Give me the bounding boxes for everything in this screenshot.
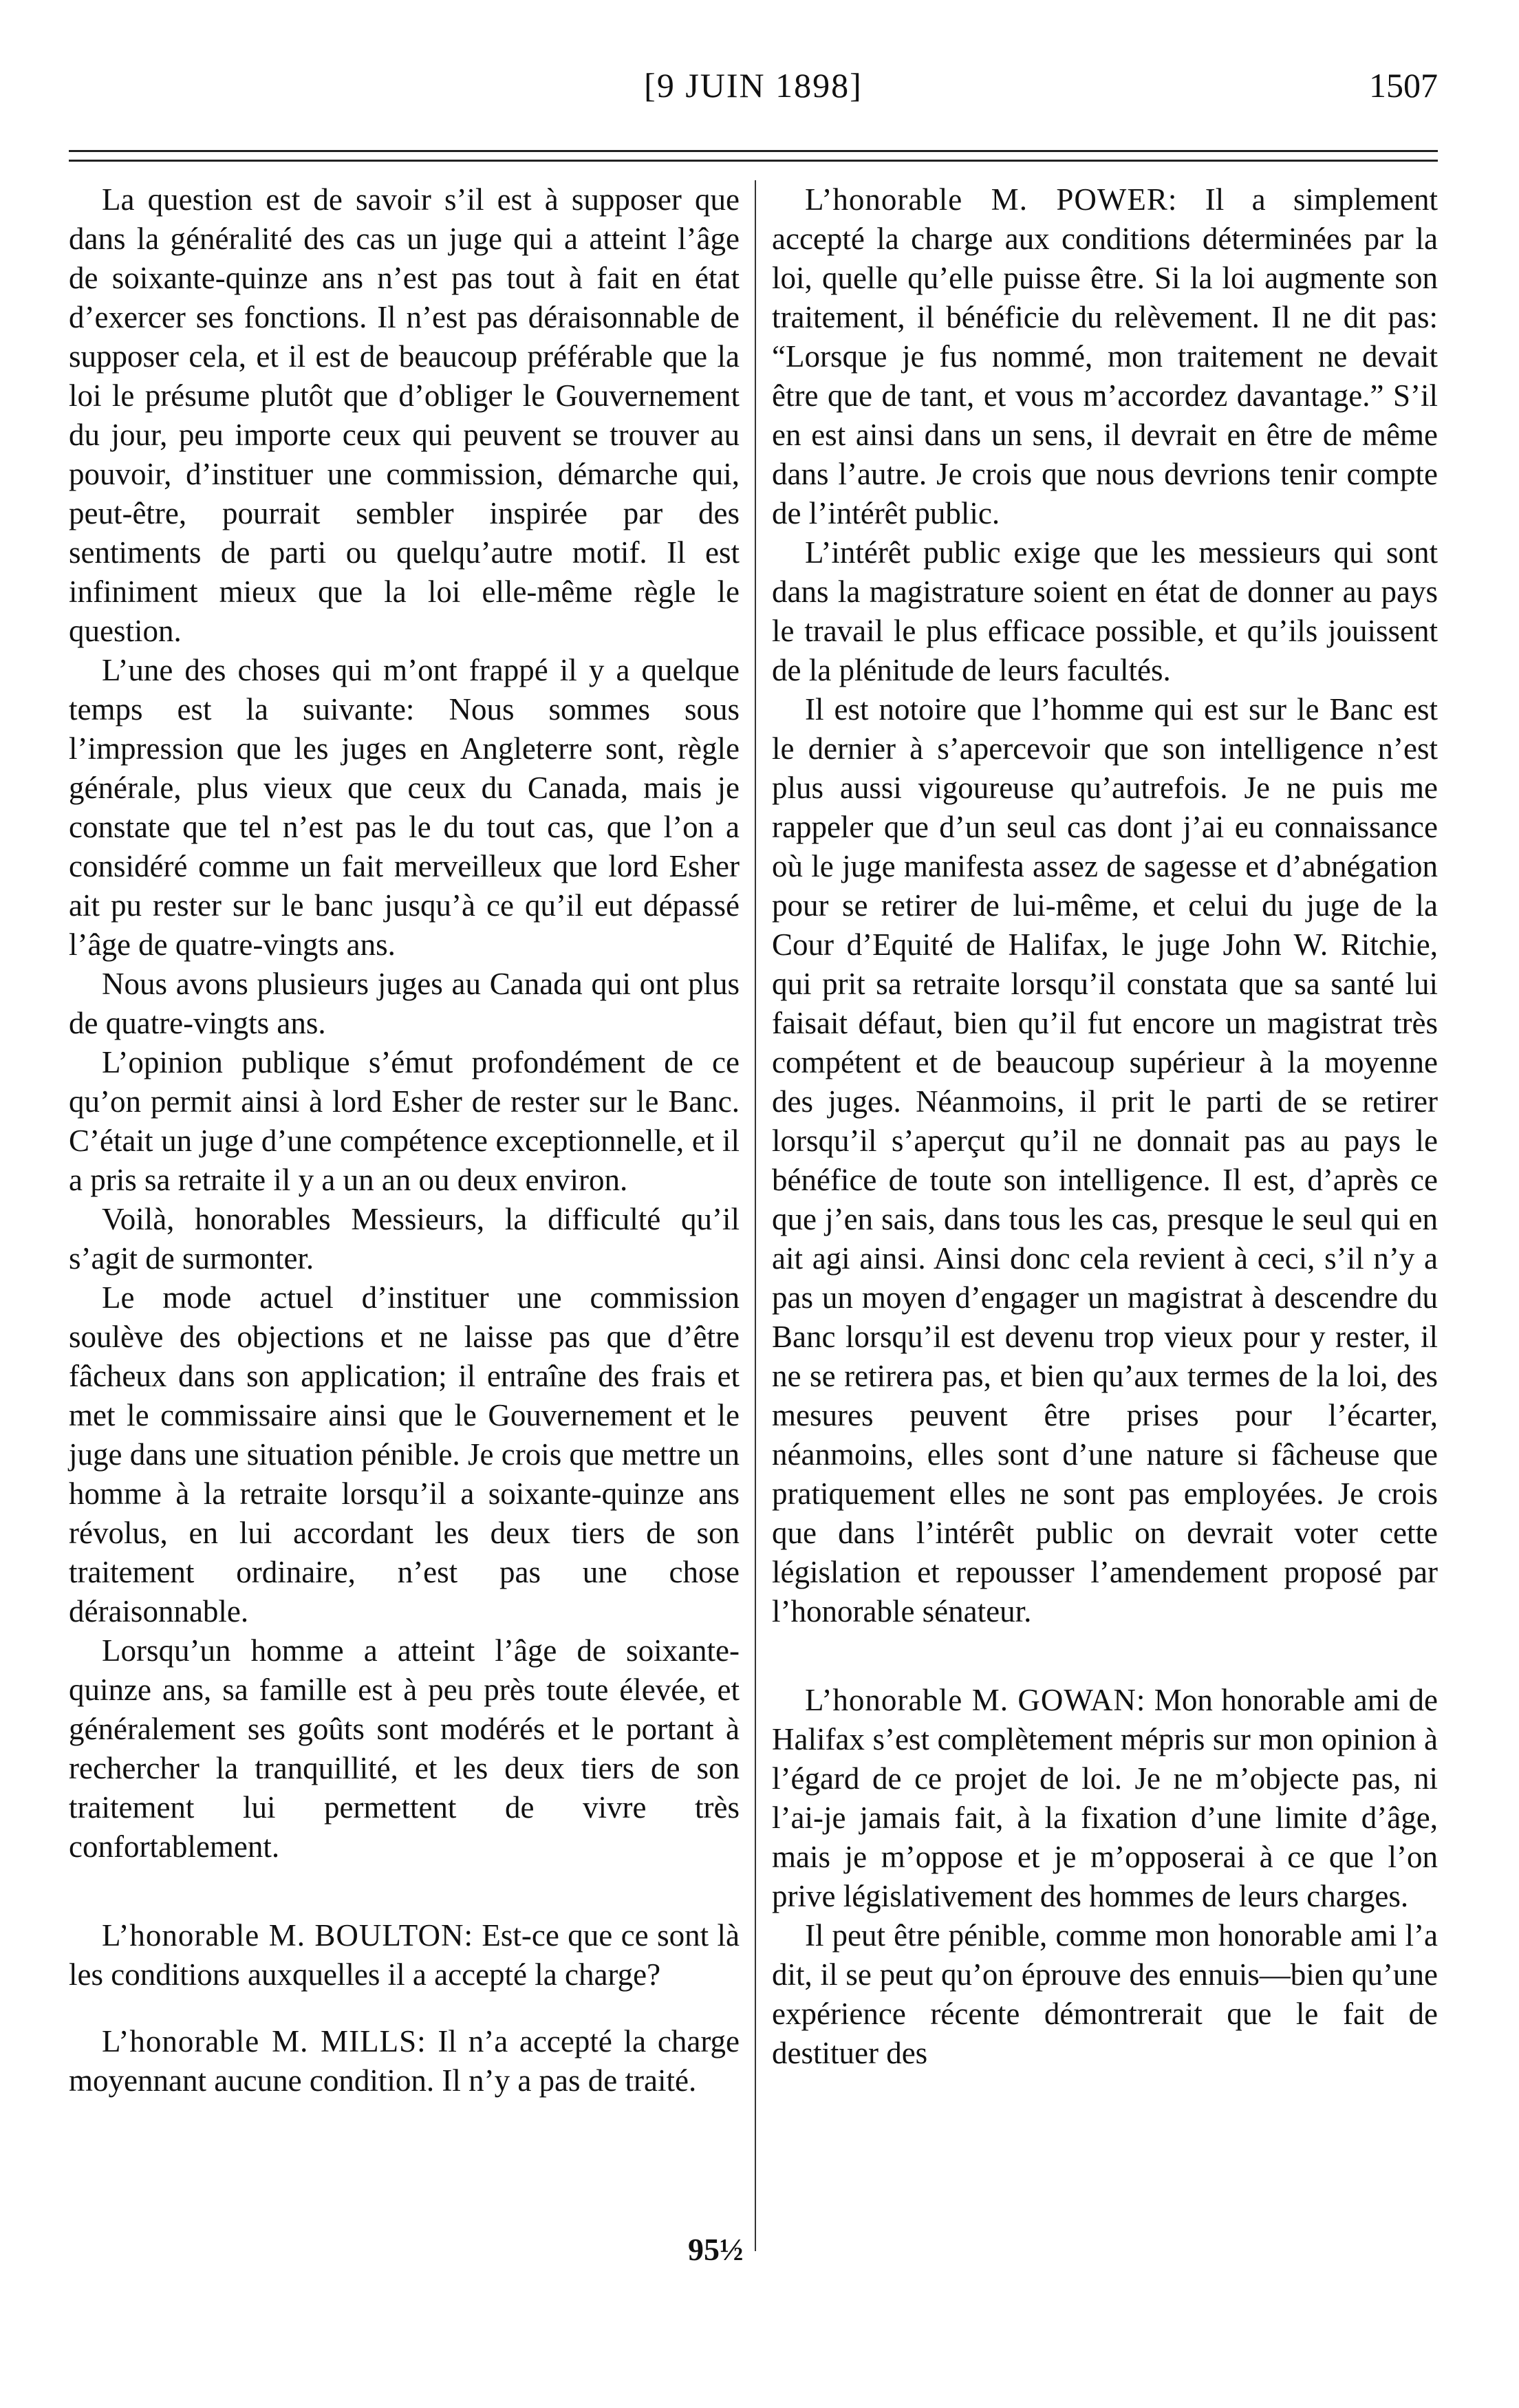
speech-text: Mon honorable ami de Halifax s’est complètement mépris sur mon opinion à l’égard de ce projet de loi. Je ne m’objecte pas, ni l’ai-je jamais fait, à la fixation d’une limite d’âge, mais je m’oppose et je m’opposerai à ce que l’on prive législativement des hommes de leurs charges. (772, 1683, 1438, 1913)
paragraph: Il peut être pénible, comme mon honorable ami l’a dit, il se peut qu’on éprouve des ennuis—bien qu’une expérience récente démontrerait que le fait de destituer des (772, 1918, 1438, 2070)
speaker-name: L’honorable M. POWER: (805, 182, 1178, 217)
paragraph: L’opinion publique s’émut profondément de ce qu’on permit ainsi à lord Esher de rester sur le Banc. C’était un juge d’une compétence exceptionnelle, et il a pris sa retraite il y a un an ou deux environ. (69, 1045, 740, 1197)
paragraph: Nous avons plusieurs juges au Canada qui ont plus de quatre-vingts ans. (69, 967, 740, 1040)
signature-mark: 95½ (688, 2232, 744, 2267)
speech-paragraph (69, 1916, 740, 1995)
speech-text: Est-ce que ce sont là les conditions auxquelles il a accepté la charge? (69, 1918, 740, 1992)
speaker-name: L’honorable M. GOWAN: (805, 1683, 1146, 1717)
page-number: 1507 (1369, 66, 1438, 105)
speaker-name: L’honorable M. BOULTON: (102, 1918, 473, 1953)
speech-paragraph (772, 1681, 1438, 1916)
paragraph: La question est de savoir s’il est à supposer que dans la généralité des cas un juge qui a atteint l’âge de soixante-quinze ans n’est pas tout à fait en état d’exercer ses fonctions. Il n’est pas déraisonnable de supposer cela, et il est de beaucoup préférable que la loi le présume plutôt que d’obliger le Gouvernement du jour, peu importe ceux qui peuvent se trouver au pouvoir, d’instituer une commission, démarche qui, peut-être, pourrait sembler inspirée par des sentiments de parti ou quelqu’autre motif. Il est infiniment mieux que la loi elle-même règle le question. (69, 182, 740, 648)
column-divider (755, 180, 756, 2251)
header-date: [9 JUIN 1898] (644, 66, 863, 105)
speech-paragraph (772, 180, 1438, 533)
paragraph: Voilà, honorables Messieurs, la difficulté qu’il s’agit de surmonter. (69, 1202, 740, 1276)
left-column (69, 180, 740, 2100)
right-column (772, 180, 1438, 2073)
paragraph: L’une des choses qui m’ont frappé il y a quelque temps est la suivante: Nous sommes sous l’impression que les juges en Angleterre sont, règle générale, plus vieux que ceux du Canada, mais je constate que tel n’est pas le du tout cas, que l’on a considéré comme un fait merveilleux que lord Esher ait pu rester sur le banc jusqu’à ce qu’il eut dépassé l’âge de quatre-vingts ans. (69, 653, 740, 962)
paragraph: Lorsqu’un homme a atteint l’âge de soixante-quinze ans, sa famille est à peu près toute élevée, et généralement ses goûts sont modérés et le portant à rechercher la tranquillité, et les deux tiers de son traitement lui permettent de vivre très confortablement. (69, 1633, 740, 1864)
page-header (69, 65, 1438, 120)
paragraph: Le mode actuel d’instituer une commission soulève des objections et ne laisse pas que d’être fâcheux dans son application; il entraîne des frais et met le commissaire ainsi que le Gouvernement et le juge dans une situation pénible. Je crois que mettre un homme à la retraite lorsqu’il a soixante-quinze ans révolus, en lui accordant les deux tiers de son traitement ordinaire, n’est pas une chose déraisonnable. (69, 1280, 740, 1628)
speech-text: Il a simplement accepté la charge aux conditions déterminées par la loi, quelle qu’elle puisse être. Si la loi augmente son traitement, il bénéficie du relèvement. Il ne dit pas: “Lorsque je fus nommé, mon traitement ne devait être que de tant, et vous m’accordez davantage.” S’il en est ainsi dans un sens, il devrait en être de même dans l’autre. Je crois que nous devrions tenir compte de l’intérêt public. (772, 182, 1439, 530)
speech-text: Il n’a accepté la charge moyennant aucune condition. Il n’y a pas de traité. (69, 2024, 740, 2098)
header-rule-top (69, 150, 1438, 152)
speaker-name: L’honorable M. MILLS: (102, 2024, 427, 2058)
paragraph: Il est notoire que l’homme qui est sur le Banc est le dernier à s’apercevoir que son intelligence n’est plus aussi vigoureuse qu’autrefois. Je ne puis me rappeler que d’un seul cas dont j’ai eu connaissance où le juge manifesta assez de sagesse et d’abnégation pour se retirer de lui-même, et celui du juge de la Cour d’Equité de Halifax, le juge John W. Ritchie, qui prit sa retraite lorsqu’il constata que sa santé lui faisait défaut, bien qu’il fut encore un magistrat très compétent et de beaucoup supérieur à la moyenne des juges. Néanmoins, il prit le parti de se retirer lorsqu’il s’aperçut qu’il ne donnait pas au pays le bénéfice de toute son intelligence. Il est, d’après ce que j’en sais, dans tous les cas, presque le seul qui en ait agi ainsi. Ainsi donc cela revient à ceci, s’il n’y a pas un moyen d’engager un magistrat à descendre du Banc lorsqu’il est devenu trop vieux pour y rester, il ne se retirera pas, et bien qu’aux termes de la loi, des mesures peuvent être prises pour l’écarter, néanmoins, elles sont d’une nature si fâcheuse que pratiquement elles ne sont pas employées. Je crois que dans l’intérêt public on devrait voter cette législation et repousser l’amendement proposé par l’honorable sénateur. (772, 692, 1438, 1628)
paragraph: L’intérêt public exige que les messieurs qui sont dans la magistrature soient en état de donner au pays le travail le plus efficace possible, et qu’ils jouissent de la plénitude de leurs facultés. (772, 535, 1438, 687)
speech-paragraph (69, 2022, 740, 2100)
header-rule-bottom (69, 160, 1438, 162)
